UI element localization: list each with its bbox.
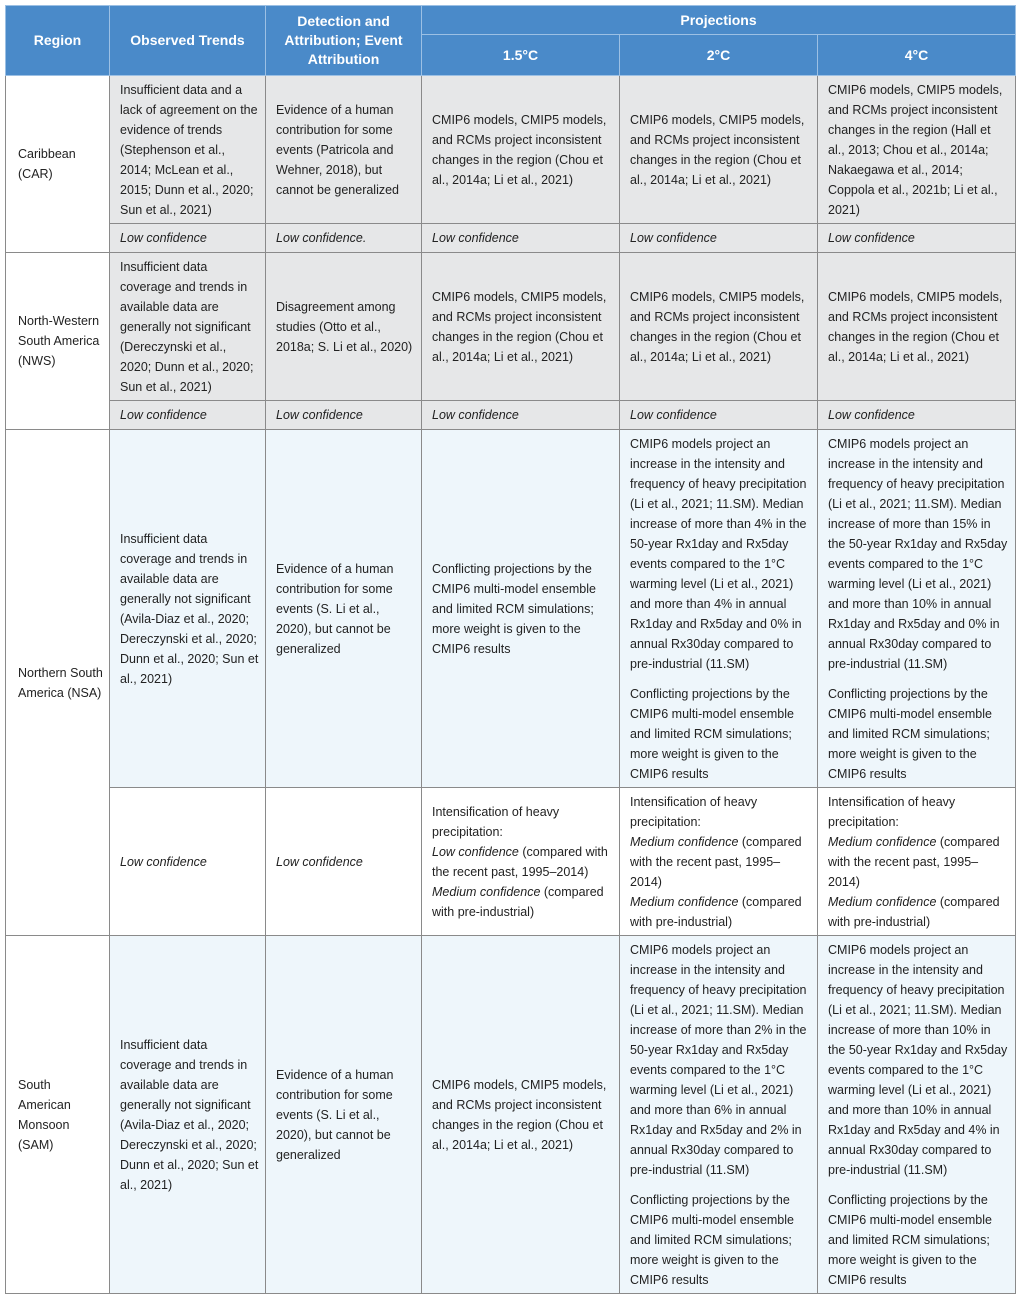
region-cell-car: Caribbean (CAR) [6,76,110,253]
car-projection-4c: CMIP6 models, CMIP5 models, and RCMs project inconsistent changes in the region (Hall et al., 2013; Chou et al., 2014a; Nakaegawa et al., 2014; Coppola et al., 2021b; Li et al., 2021) [818,76,1016,224]
car-4c-confidence: Low confidence [818,224,1016,253]
nsa-4c-conf-lead: Intensification of heavy precipitation: [828,794,956,829]
nsa-observed: Insufficient data coverage and trends in available data are generally not significant (Avila-Diaz et al., 2020; Dereczynski et al., 2020; Dunn et al., 2020; Sun et al., 2021) [110,430,266,788]
nsa-projection-2c [620,430,818,788]
nsa-2c-conf-text-1: (compared with the recent past, 1995–2014) [630,834,802,889]
nsa-2c-confidence [620,788,818,936]
header-detection-attribution: Detection and Attribution; Event Attribution [266,6,422,76]
header-1-5c: 1.5°C [422,35,620,76]
nsa-2c-conf-text-2: (compared with pre-industrial) [630,894,802,929]
nws-projection-1-5c: CMIP6 models, CMIP5 models, and RCMs project inconsistent changes in the region (Chou et al., 2014a; Li et al., 2021) [422,253,620,401]
table-row-nws-confidence [6,401,1016,430]
car-projection-2c: CMIP6 models, CMIP5 models, and RCMs project inconsistent changes in the region (Chou et al., 2014a; Li et al., 2021) [620,76,818,224]
nsa-detection: Evidence of a human contribution for some events (S. Li et al., 2020), but cannot be generalized [266,430,422,788]
nws-detection: Disagreement among studies (Otto et al., 2018a; S. Li et al., 2020) [266,253,422,401]
nsa-projection-4c [818,430,1016,788]
table-row-nws [6,253,1016,401]
region-cell-nsa: Northern South America (NSA) [6,430,110,936]
sam-detection: Evidence of a human contribution for some events (S. Li et al., 2020), but cannot be generalized [266,936,422,1294]
nsa-4c-paragraph-2: Conflicting projections by the CMIP6 multi-model ensemble and limited RCM simulations; more weight is given to the CMIP6 results [828,686,992,781]
header-2c: 2°C [620,35,818,76]
region-cell-sam: South American Monsoon (SAM) [6,936,110,1294]
nsa-detection-confidence: Low confidence [266,788,422,936]
car-detection-confidence: Low confidence. [266,224,422,253]
car-1-5c-confidence: Low confidence [422,224,620,253]
header-observed-trends: Observed Trends [110,6,266,76]
nsa-1-5c-conf-text-1: (compared with the recent past, 1995–2014) [432,844,608,879]
car-observed: Insufficient data and a lack of agreement on the evidence of trends (Stephenson et al., 2014; McLean et al., 2015; Dunn et al., 2020; Sun et al., 2021) [110,76,266,224]
table-row-nsa [6,430,1016,788]
sam-projection-1-5c: CMIP6 models, CMIP5 models, and RCMs project inconsistent changes in the region (Chou et al., 2014a; Li et al., 2021) [422,936,620,1294]
nsa-2c-paragraph-2: Conflicting projections by the CMIP6 multi-model ensemble and limited RCM simulations; more weight is given to the CMIP6 results [630,686,794,781]
table-row-car-confidence [6,224,1016,253]
nsa-4c-conf-level-2: Medium confidence [828,894,937,909]
nsa-4c-confidence [818,788,1016,936]
nsa-4c-conf-text-1: (compared with the recent past, 1995–2014) [828,834,1000,889]
sam-projection-2c [620,936,818,1294]
nsa-4c-conf-level-1: Medium confidence [828,834,937,849]
nws-4c-confidence: Low confidence [818,401,1016,430]
nws-projection-2c: CMIP6 models, CMIP5 models, and RCMs project inconsistent changes in the region (Chou et al., 2014a; Li et al., 2021) [620,253,818,401]
nsa-2c-paragraph-1: CMIP6 models project an increase in the intensity and frequency of heavy precipitation (Li et al., 2021; 11.SM). Median increase of more than 4% in the 50-year Rx1day and Rx5day events compared to the 1°C warming level (Li et al., 2021) and more than 4% in annual Rx1day and Rx5day and 0% in annual Rx30day compared to pre-industrial (11.SM) [630,436,807,671]
sam-2c-paragraph-2: Conflicting projections by the CMIP6 multi-model ensemble and limited RCM simulations; more weight is given to the CMIP6 results [630,1192,794,1287]
regional-assessment-table [5,5,1016,1294]
assessment-table-container [5,5,1015,1294]
nws-observed-confidence: Low confidence [110,401,266,430]
nsa-projection-1-5c: Conflicting projections by the CMIP6 multi-model ensemble and limited RCM simulations; more weight is given to the CMIP6 results [422,430,620,788]
nsa-2c-conf-level-1: Medium confidence [630,834,739,849]
sam-observed: Insufficient data coverage and trends in available data are generally not significant (Avila-Diaz et al., 2020; Dereczynski et al., 2020; Dunn et al., 2020; Sun et al., 2021) [110,936,266,1294]
header-region: Region [6,6,110,76]
header-4c: 4°C [818,35,1016,76]
table-row-sam [6,936,1016,1294]
table-row-car [6,76,1016,224]
nsa-4c-conf-text-2: (compared with pre-industrial) [828,894,1000,929]
sam-4c-paragraph-2: Conflicting projections by the CMIP6 multi-model ensemble and limited RCM simulations; more weight is given to the CMIP6 results [828,1192,992,1287]
nsa-1-5c-conf-level-2: Medium confidence [432,884,541,899]
nsa-1-5c-confidence [422,788,620,936]
car-projection-1-5c: CMIP6 models, CMIP5 models, and RCMs project inconsistent changes in the region (Chou et al., 2014a; Li et al., 2021) [422,76,620,224]
nsa-4c-paragraph-1: CMIP6 models project an increase in the intensity and frequency of heavy precipitation (Li et al., 2021; 11.SM). Median increase of more than 15% in the 50-year Rx1day and Rx5day events compared to the 1°C warming level (Li et al., 2021) and more than 10% in annual Rx1day and Rx5day and 0% in annual Rx30day compared to pre-industrial (11.SM) [828,436,1008,671]
sam-2c-paragraph-1: CMIP6 models project an increase in the intensity and frequency of heavy precipitation (Li et al., 2021; 11.SM). Median increase of more than 2% in the 50-year Rx1day and Rx5day events compared to the 1°C warming level (Li et al., 2021) and more than 6% in annual Rx1day and Rx5day and 2% in annual Rx30day compared to pre-industrial (11.SM) [630,942,807,1177]
car-observed-confidence: Low confidence [110,224,266,253]
sam-projection-4c [818,936,1016,1294]
table-row-nsa-confidence [6,788,1016,936]
nsa-1-5c-conf-text-2: (compared with pre-industrial) [432,884,604,919]
nsa-1-5c-conf-lead: Intensification of heavy precipitation: [432,804,560,839]
car-detection: Evidence of a human contribution for some events (Patricola and Wehner, 2018), but cannot be generalized [266,76,422,224]
nsa-observed-confidence: Low confidence [110,788,266,936]
region-cell-nws: North-Western South America (NWS) [6,253,110,430]
nws-observed: Insufficient data coverage and trends in available data are generally not significant (Dereczynski et al., 2020; Dunn et al., 2020; Sun et al., 2021) [110,253,266,401]
car-2c-confidence: Low confidence [620,224,818,253]
nws-1-5c-confidence: Low confidence [422,401,620,430]
sam-4c-paragraph-1: CMIP6 models project an increase in the intensity and frequency of heavy precipitation (Li et al., 2021; 11.SM). Median increase of more than 10% in the 50-year Rx1day and Rx5day events compared to the 1°C warming level (Li et al., 2021) and more than 10% in annual Rx1day and Rx5day and 4% in annual Rx30day compared to pre-industrial (11.SM) [828,942,1008,1177]
nws-2c-confidence: Low confidence [620,401,818,430]
nws-projection-4c: CMIP6 models, CMIP5 models, and RCMs project inconsistent changes in the region (Chou et al., 2014a; Li et al., 2021) [818,253,1016,401]
header-projections: Projections [422,6,1016,35]
nsa-1-5c-conf-level-1: Low confidence [432,844,519,859]
nws-detection-confidence: Low confidence [266,401,422,430]
nsa-2c-conf-level-2: Medium confidence [630,894,739,909]
nsa-2c-conf-lead: Intensification of heavy precipitation: [630,794,758,829]
